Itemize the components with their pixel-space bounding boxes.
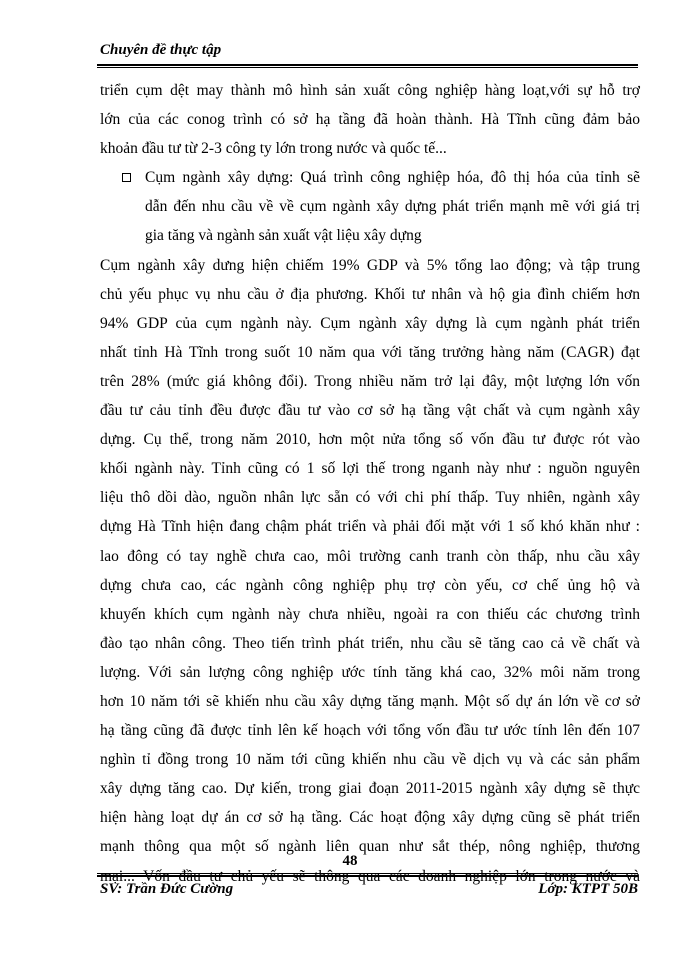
paragraph-construction xyxy=(100,251,640,891)
text-line: khoản đầu tư từ 2-3 công ty lớn trong nước và quốc tế... xyxy=(100,140,447,158)
text-line: hạ tầng cũng đã được tỉnh lên kế hoạch với tổng vốn đầu tư ước tính lên đến 107 xyxy=(100,722,640,740)
page-number: 48 xyxy=(342,853,358,869)
text-line: lao đông có tay nghề chưa cao, môi trường canh tranh còn thấp, nhu cầu xây xyxy=(100,547,640,565)
footer-divider xyxy=(97,873,638,877)
text-line: khối ngành này. Tỉnh cũng có 1 số lợi thế trong nganh này như : nguồn nguyên xyxy=(100,460,640,478)
text-line: hơn 10 năm tới sẽ khiến nhu cầu xây dựng tăng mạnh. Một số dự án lớn về cơ sở xyxy=(100,692,640,710)
page-header-title: Chuyên đề thực tập xyxy=(100,42,222,58)
text-line: dựng chưa cao, các ngành công nghiệp phụ trợ còn yếu, cơ chế ủng hộ và xyxy=(100,576,640,594)
text-line: đào tạo nhân công. Theo tiến trình phát triển, nhu cầu sẽ tăng cao cả về chất và xyxy=(100,634,640,652)
text-line: chủ yếu phục vụ nhu cầu ở địa phương. Khối tư nhân và hộ gia đình chiếm hơn xyxy=(100,285,640,303)
footer-class-label: Lớp: KTPT 50B xyxy=(538,881,638,897)
document-body xyxy=(100,76,640,891)
text-line: khuyến khích cụm ngành này chưa nhiều, ngoài ra con thiếu các chương trình xyxy=(100,605,640,623)
header-divider xyxy=(97,64,638,68)
text-line: Cụm ngành xây dưng hiện chiếm 19% GDP và 5% tổng lao động; và tập trung xyxy=(100,256,640,274)
checkbox-bullet-icon xyxy=(122,173,131,182)
text-line: nhất tỉnh Hà Tĩnh trong suốt 10 năm qua với tăng trưởng hàng năm (CAGR) đạt xyxy=(100,343,640,361)
text-line: Cụm ngành xây dựng: Quá trình công nghiệp hóa, đô thị hóa của tỉnh sẽ xyxy=(145,169,640,187)
text-line: xây dựng tăng cao. Dự kiến, trong giai đoạn 2011-2015 ngành xây dựng sẽ thực xyxy=(100,780,640,798)
text-line: dựng. Cụ thể, trong năm 2010, hơn một nửa tổng số vốn đầu tư được rót vào xyxy=(100,431,640,449)
text-line: triển cụm dệt may thành mô hình sản xuất công nghiệp hàng loạt,với sự hỗ trợ xyxy=(100,82,640,99)
text-line: mại... Vốn đầu tư chủ yếu sẽ thông qua các doanh nghiệp lớn trong nước và xyxy=(100,867,640,885)
text-line: lớn của các conog trình có sở hạ tầng đã hoàn thành. Hà Tĩnh cũng đảm bảo xyxy=(100,111,640,129)
bullet-item-construction xyxy=(100,163,640,250)
text-line: gia tăng và ngành sản xuất vật liệu xây dựng xyxy=(145,227,422,245)
text-line: dẫn đến nhu cầu về về cụm ngành xây dựng phát triển mạnh mẽ với giá trị xyxy=(145,198,640,216)
text-line: đầu tư cảu tỉnh đều được đầu tư vào cơ sở hạ tầng vật chất và cụm ngành xây xyxy=(100,402,640,420)
text-line: mạnh thông qua một số ngành liên quan như sắt thép, nông nghiệp, thương xyxy=(100,838,640,856)
text-line: lượng. Với sản lượng công nghiệp ước tính tăng khá cao, 32% môi năm trong xyxy=(100,663,640,681)
text-line: nghìn tỉ đồng trong 10 năm tới cũng khiến nhu cầu về dịch vụ và các sản phẩm xyxy=(100,751,640,769)
text-line: trên 28% (mức giá không đổi). Trong nhiều năm trở lại đây, một lượng lớn vốn xyxy=(100,372,640,390)
text-line: liệu thô dồi dào, nguồn nhân lực sẵn có với chi phí thấp. Tuy nhiên, ngành xây xyxy=(100,489,640,507)
text-line: hiện hàng loạt dự án cơ sở hạ tầng. Các hoạt động xây dựng cũng sẽ phát triển xyxy=(100,809,640,827)
paragraph-continuation xyxy=(100,76,640,163)
footer-student-name: SV: Trần Đức Cường xyxy=(100,881,234,897)
text-line: 94% GDP của cụm ngành này. Cụm ngành xây dựng là cụm ngành phát triển xyxy=(100,314,640,332)
text-line: dựng Hà Tĩnh hiện đang chậm phát triển và phải đối mặt với 1 số khó khăn như : xyxy=(100,518,640,536)
